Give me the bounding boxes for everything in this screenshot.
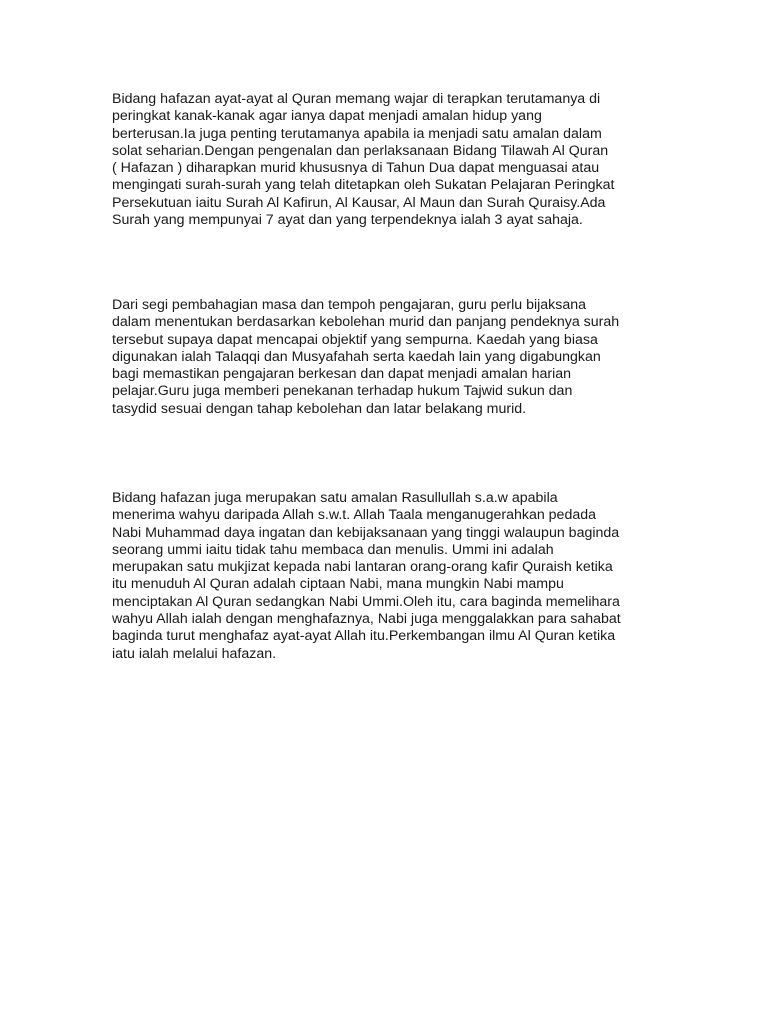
paragraph-teaching-method: Dari segi pembahagian masa dan tempoh pengajaran, guru perlu bijaksana dalam menentukan berdasarkan kebolehan murid dan panjang pendeknya surah tersebut supaya dapat mencapai objektif yang sempurna. Kaedah yang biasa digunakan ialah Talaqqi dan Musyafahah serta kaedah lain yang digabungkan bagi memastikan pengajaran berkesan dan dapat menjadi amalan harian pelajar.Guru juga memberi penekanan terhadap hukum Tajwid sukun dan tasydid sesuai dengan tahap kebolehan dan latar belakang murid. bbox=[112, 297, 620, 417]
paragraph-hafazan-intro: Bidang hafazan ayat-ayat al Quran memang wajar di terapkan terutamanya di peringkat kanak-kanak agar ianya dapat menjadi amalan hidup yang berterusan.Ia juga penting terutamanya apabila ia menjadi satu amalan dalam solat seharian.Dengan pengenalan dan perlaksanaan Bidang Tilawah Al Quran ( Hafazan ) diharapkan murid khususnya di Tahun Dua dapat menguasai atau mengingati surah-surah yang telah ditetapkan oleh Sukatan Pelajaran Peringkat Persekutuan iaitu Surah Al Kafirun, Al Kausar, Al Maun dan Surah Quraisy.Ada Surah yang mempunyai 7 ayat dan yang terpendeknya ialah 3 ayat sahaja. bbox=[112, 91, 615, 229]
paragraph-rasulullah-hafazan: Bidang hafazan juga merupakan satu amalan Rasullullah s.a.w apabila menerima wahyu daripada Allah s.w.t. Allah Taala menganugerahkan pedada Nabi Muhammad daya ingatan dan kebijaksanaan yang tinggi walaupun baginda seorang ummi iaitu tidak tahu membaca dan menulis. Ummi ini adalah merupakan satu mukjizat kepada nabi lantaran orang-orang kafir Quraish ketika itu menuduh Al Quran adalah ciptaan Nabi, mana mungkin Nabi mampu menciptakan Al Quran sedangkan Nabi Ummi.Oleh itu, cara baginda memelihara wahyu Allah ialah dengan menghafaznya, Nabi juga menggalakkan para sahabat baginda turut menghafaz ayat-ayat Allah itu.Perkembangan ilmu Al Quran ketika iatu ialah melalui hafazan. bbox=[112, 490, 621, 662]
